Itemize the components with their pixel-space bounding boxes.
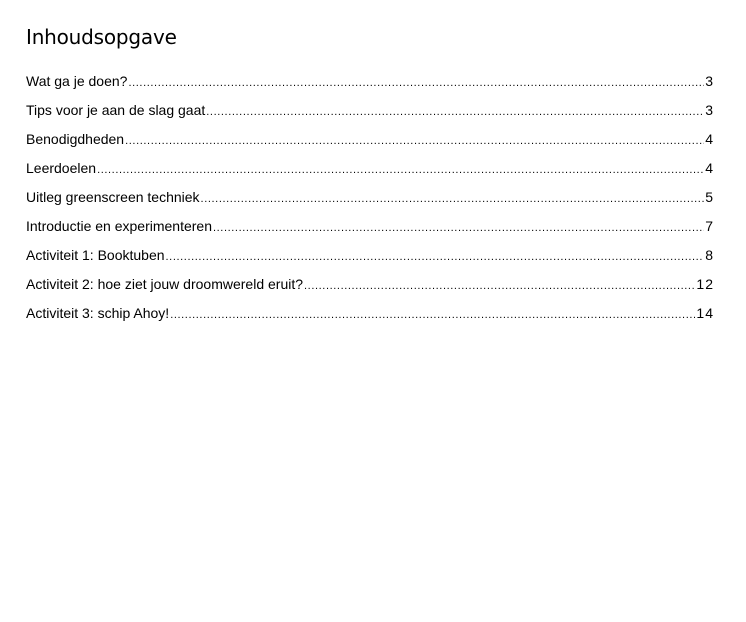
toc-entry-label: Activiteit 1: Booktuben <box>26 247 165 263</box>
toc-title: Inhoudsopgave <box>26 25 177 49</box>
toc-entry-label: Introductie en experimenteren <box>26 218 212 234</box>
toc-entry-page-number: 4 <box>705 160 714 176</box>
dot-leader <box>125 135 704 147</box>
toc-entry-label: Leerdoelen <box>26 160 97 176</box>
toc-entry-page-number: 14 <box>696 305 714 321</box>
toc-entry-page-number: 12 <box>696 276 714 292</box>
toc-entry[interactable] <box>26 305 714 334</box>
toc-entry-label: Tips voor je aan de slag gaat <box>26 102 206 118</box>
toc-entry-label: Wat ga je doen? <box>26 73 128 89</box>
dot-leader <box>128 77 704 89</box>
toc-entry[interactable] <box>26 247 714 276</box>
dot-leader <box>170 309 695 321</box>
toc-entry[interactable] <box>26 189 714 218</box>
toc-entry-page-number: 3 <box>705 73 714 89</box>
dot-leader <box>166 251 705 263</box>
toc-entry[interactable] <box>26 160 714 189</box>
toc-entry-label: Uitleg greenscreen techniek <box>26 189 200 205</box>
toc-entry-label: Activiteit 2: hoe ziet jouw droomwereld eruit? <box>26 276 304 292</box>
dot-leader <box>97 164 704 176</box>
toc-entry-label: Benodigdheden <box>26 131 125 147</box>
toc-list <box>26 73 714 334</box>
toc-entry[interactable] <box>26 102 714 131</box>
dot-leader <box>206 106 704 118</box>
dot-leader <box>304 280 695 292</box>
toc-entry[interactable] <box>26 218 714 247</box>
toc-entry-page-number: 5 <box>705 189 714 205</box>
toc-entry-page-number: 8 <box>705 247 714 263</box>
toc-entry[interactable] <box>26 131 714 160</box>
dot-leader <box>213 222 704 234</box>
toc-entry-label: Activiteit 3: schip Ahoy! <box>26 305 170 321</box>
toc-entry-page-number: 3 <box>705 102 714 118</box>
dot-leader <box>201 193 705 205</box>
toc-entry-page-number: 7 <box>705 218 714 234</box>
toc-entry-page-number: 4 <box>705 131 714 147</box>
toc-entry[interactable] <box>26 276 714 305</box>
toc-entry[interactable] <box>26 73 714 102</box>
